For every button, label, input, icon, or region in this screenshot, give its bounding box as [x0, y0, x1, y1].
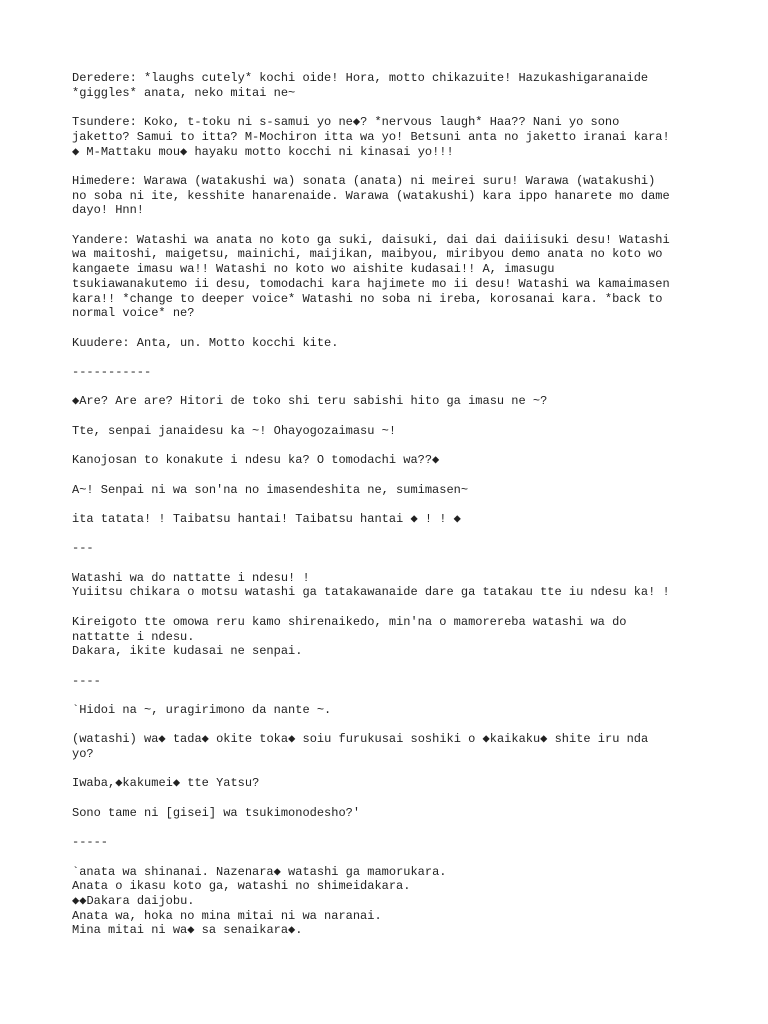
paragraph: Iwaba,◆kakumei◆ tte Yatsu?: [72, 776, 260, 791]
paragraph: Watashi wa do nattatte i ndesu! ! Yuiitsu chikara o motsu watashi ga tatakawanaide dare ga tatakau tte iu ndesu ka! !: [72, 570, 670, 600]
section-divider: ---: [72, 541, 94, 556]
paragraph-deredere: Deredere: *laughs cutely* kochi oide! Hora, motto chikazuite! Hazukashigaranaide *giggles* anata, neko mitai ne~: [72, 71, 649, 100]
section-divider: -----: [72, 835, 109, 850]
paragraph: ita tatata! ! Taibatsu hantai! Taibatsu hantai ◆ ! ! ◆: [72, 511, 461, 526]
section-divider: -----------: [72, 364, 152, 379]
paragraph: Kanojosan to konakute i ndesu ka? O tomodachi wa??◆: [72, 453, 440, 468]
paragraph: `anata wa shinanai. Nazenara◆ watashi ga mamorukara. Anata o ikasu koto ga, watashi no shimeidakara. ◆◆Dakara daijobu. Anata wa, hoka no mina mitai ni wa naranai. Mina mitai ni wa◆ sa senaikara◆.: [72, 864, 447, 938]
paragraph-kuudere: Kuudere: Anta, un. Motto kocchi kite.: [72, 335, 339, 350]
paragraph-himedere: Himedere: Warawa (watakushi wa) sonata (anata) ni meirei suru! Warawa (watakushi) no soba ni ite, kesshite hanarenaide. Warawa (watakushi) kara ippo hanarete mo dame dayo! Hnn!: [72, 173, 670, 218]
paragraph: Sono tame ni [gisei] wa tsukimonodesho?': [72, 805, 361, 820]
paragraph-yandere: Yandere: Watashi wa anata no koto ga suki, daisuki, dai dai daiiisuki desu! Watashi wa maitoshi, maigetsu, mainichi, maijikan, maibyou, miribyou demo anata no koto wo kangaete imasu wa!! Watashi no koto wo aishite kudasai!! A, imasugu tsukiawanakutemo ii desu, tomodachi kara hajimete mo ii desu! Watashi wa kamaimasen kara!! *change to deeper voice* Watashi no soba ni ireba, korosanai kara. *back to normal voice* ne?: [72, 232, 670, 321]
paragraph-tsundere: Tsundere: Koko, t-toku ni s-samui yo ne◆? *nervous laugh* Haa?? Nani yo sono jaketto? Samui to itta? M-Mochiron itta wa yo! Betsuni anta no jaketto iranai kara! ◆ M-Mattaku mou◆ hayaku motto kocchi ni kinasai yo!!!: [72, 115, 670, 159]
paragraph: Tte, senpai janaidesu ka ~! Ohayogozaimasu ~!: [72, 423, 397, 438]
section-divider: ----: [72, 673, 101, 688]
paragraph: A~! Senpai ni wa son'na no imasendeshita ne, sumimasen~: [72, 482, 469, 497]
paragraph: (watashi) wa◆ tada◆ okite toka◆ soiu furukusai soshiki o ◆kaikaku◆ shite iru nda yo?: [72, 732, 649, 762]
paragraph: Kireigoto tte omowa reru kamo shirenaikedo, min'na o mamorereba watashi wa do nattatte i ndesu. Dakara, ikite kudasai ne senpai.: [72, 614, 627, 659]
paragraph: `Hidoi na ~, uragirimono da nante ~.: [72, 703, 332, 717]
paragraph: ◆Are? Are are? Hitori de toko shi teru sabishi hito ga imasu ne ~?: [72, 394, 548, 409]
document-body: [72, 71, 712, 953]
